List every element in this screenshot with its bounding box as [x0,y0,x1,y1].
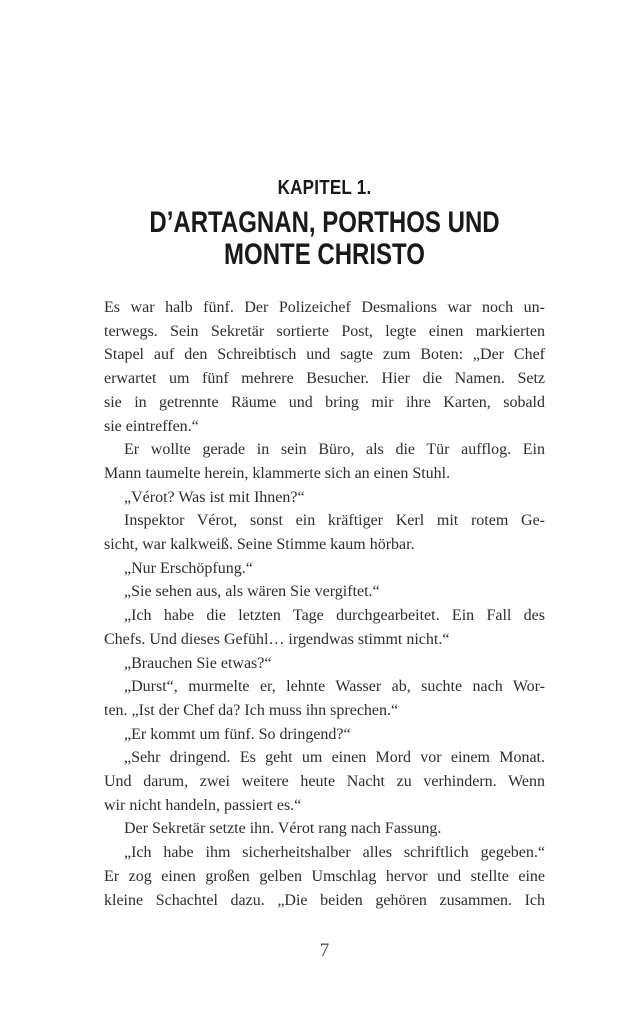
paragraph [104,509,545,556]
text-line: sie in getrennte Räume und bring mir ihre Karten, sobald [104,393,545,411]
body-text [104,296,545,912]
text-line: ten. „Ist der Chef da? Ich muss ihn sprechen.“ [104,701,399,719]
text-line: terwegs. Sein Sekretär sortierte Post, legte einen markierten [104,322,545,340]
paragraph [104,746,545,817]
text-line: Der Sekretär setzte ihn. Vérot rang nach Fassung. [124,820,442,838]
chapter-kicker: KAPITEL 1. [277,177,372,199]
text-line: „Nur Erschöpfung.“ [124,559,253,577]
text-line: Mann taumelte herein, klammerte sich an einen Stuhl. [104,464,451,482]
paragraph [104,723,545,747]
paragraph [104,580,545,604]
paragraph [104,675,545,722]
text-line: Er zog einen großen gelben Umschlag hervor und stellte eine [104,867,545,885]
text-line: Und darum, zwei weitere heute Nacht zu verhindern. Wenn [104,773,545,791]
page-number: 7 [319,940,330,962]
chapter-title [104,207,545,270]
text-line: erwartet um fünf mehrere Besucher. Hier die Namen. Setz [104,370,545,388]
text-line: sicht, war kalkweiß. Seine Stimme kaum hörbar. [104,536,415,554]
text-line: „Ich habe die letzten Tage durchgearbeitet. Ein Fall des [124,607,545,625]
text-line: „Er kommt um fünf. So dringend?“ [124,725,351,743]
paragraph [104,604,545,651]
page-content [104,0,545,962]
paragraph [104,817,545,841]
paragraph [104,557,545,581]
text-line: sie eintreffen.“ [104,417,199,435]
text-line: „Brauchen Sie etwas?“ [124,654,272,672]
text-line: „Sie sehen aus, als wären Sie vergiftet.“ [124,583,380,601]
text-line: Es war halb fünf. Der Polizeichef Desmalions war noch un- [104,299,545,316]
text-line: wir nicht handeln, passiert es.“ [104,796,302,814]
text-line: Chefs. Und dieses Gefühl… irgendwas stimmt nicht.“ [104,630,450,648]
paragraph [104,486,545,510]
text-line: „Vérot? Was ist mit Ihnen?“ [124,488,305,506]
text-line: „Sehr dringend. Es geht um einen Mord vor einem Monat. [124,749,545,767]
paragraph [104,438,545,485]
text-line: Er wollte gerade in sein Büro, als die Tür aufflog. Ein [124,441,545,459]
text-line: Stapel auf den Schreibtisch und sagte zum Boten: „Der Chef [104,346,545,364]
text-line: „Durst“, murmelte er, lehnte Wasser ab, suchte nach Wor- [124,678,545,696]
paragraph [104,296,545,438]
paragraph [104,841,545,912]
text-line: „Ich habe ihm sicherheitshalber alles schriftlich gegeben.“ [124,844,545,862]
chapter-title-line-1: D’ARTAGNAN, PORTHOS UND [149,206,500,239]
chapter-title-line-2: MONTE CHRISTO [224,237,425,271]
text-line: Inspektor Vérot, sonst ein kräftiger Kerl mit rotem Ge- [124,512,545,530]
text-line: kleine Schachtel dazu. „Die beiden gehören zusammen. Ich [104,891,545,909]
paragraph [104,652,545,676]
